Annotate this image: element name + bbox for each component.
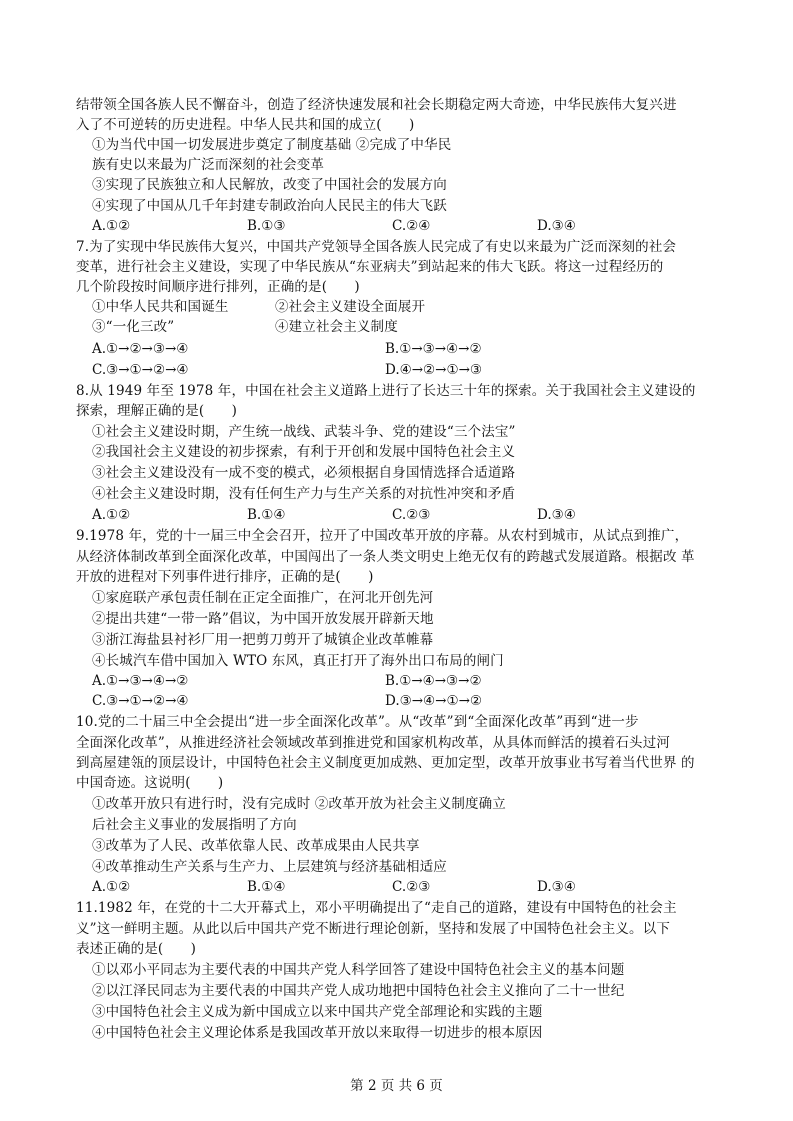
question-text-line: 几个阶段按时间顺序进行排列，正确的是( ) (76, 279, 360, 295)
statement-line: 后社会主义事业的发展指明了方向 (92, 817, 297, 833)
option-c[interactable]: C.③→①→②→④ (92, 362, 189, 378)
option-d[interactable]: D.③④ (537, 507, 576, 523)
statement-line: ③中国特色社会主义成为新中国成立以来中国共产党全部理论和实践的主题 (92, 1004, 543, 1020)
option-b[interactable]: B.①④ (247, 879, 286, 895)
statement-line: ④改革推动生产关系与生产力、上层建筑与经济基础相适应 (92, 859, 447, 875)
question-text-line: 全面深化改革”，从推进经济社会领域改革到推进党和国家机构改革，从具体而鲜活的摸着石头过河 (76, 735, 670, 751)
statement-line: ④中国特色社会主义理论体系是我国改革开放以来取得一切进步的根本原因 (92, 1025, 543, 1041)
option-d[interactable]: D.③④ (537, 879, 576, 895)
question-text-line: 变革，进行社会主义建设，实现了中华民族从“东亚病夫”到站起来的伟大飞跃。将这一过程经历的 (76, 259, 664, 275)
question-9-text: 9.1978 年，党的十一届三中全会召开，拉开了中国改革开放的序幕。从农村到城市，从试点到推广， (76, 528, 689, 544)
statement-line: ①改革开放只有进行时，没有完成时 ②改革开放为社会主义制度确立 (92, 796, 506, 812)
option-a[interactable]: A.①② (92, 507, 131, 523)
statement-line: ①家庭联产承包责任制在正定全面推广，在河北开创先河 (92, 590, 434, 606)
option-a[interactable]: A.①→②→③→④ (92, 341, 189, 357)
option-b[interactable]: B.①→③→④→② (385, 341, 482, 357)
statement-line: ②以江泽民同志为主要代表的中国共产党人成功地把中国特色社会主义推向了二十一世纪 (92, 983, 625, 999)
statement-line: 族有史以来最为广泛而深刻的社会变革 (92, 157, 325, 173)
option-d[interactable]: D.③→④→①→② (385, 693, 482, 709)
page-number-footer: 第 2 页 共 6 页 (350, 1078, 443, 1094)
statement-line: ④长城汽车借中国加入 WTO 东风，真正打开了海外出口布局的闸门 (92, 653, 504, 669)
question-text-line: 从经济体制改革到全面深化改革，中国闯出了一条人类文明史上绝无仅有的跨越式发展道路。根据改 革 (76, 549, 695, 565)
option-c[interactable]: C.②④ (392, 218, 431, 234)
statement-line: ④实现了中国从几千年封建专制政治向人民民主的伟大飞跃 (92, 198, 447, 214)
answer-options (92, 505, 712, 525)
statement-line: ①社会主义建设时期，产生统一战线、武装斗争、党的建设“三个法宝” (92, 424, 516, 440)
statement-line: ③实现了民族独立和人民解放，改变了中国社会的发展方向 (92, 177, 447, 193)
question-7-text: 7.为了实现中华民族伟大复兴，中国共产党领导全国各族人民完成了有史以来最为广泛而深刻的社会 (76, 239, 677, 255)
question-text-line: 结带领全国各族人民不懈奋斗，创造了经济快速发展和社会长期稳定两大奇迹，中华民族伟大复兴进 (76, 97, 677, 113)
statement-line: ③改革为了人民、改革依靠人民、改革成果由人民共享 (92, 838, 420, 854)
option-c[interactable]: C.②③ (392, 507, 431, 523)
statement-line: ③社会主义建设没有一成不变的模式，必须根据自身国情选择合适道路 (92, 465, 516, 481)
option-d[interactable]: D.④→②→①→③ (385, 362, 482, 378)
option-a[interactable]: A.①② (92, 218, 131, 234)
answer-options (92, 877, 712, 897)
statement-line: ②我国社会主义建设的初步探索，有利于开创和发展中国特色社会主义 (92, 444, 516, 460)
question-text-line: 探索，理解正确的是( ) (76, 403, 237, 419)
option-b[interactable]: B.①③ (247, 218, 286, 234)
question-text-line: 义”这一鲜明主题。从此以后中国共产党不断进行理论创新，坚持和发展了中国特色社会主义。以下 (76, 921, 670, 937)
option-a[interactable]: A.①② (92, 879, 131, 895)
option-a[interactable]: A.①→③→④→② (92, 673, 189, 689)
option-d[interactable]: D.③④ (537, 218, 576, 234)
statement-line: ③浙江海盐县衬衫厂用一把剪刀剪开了城镇企业改革帷幕 (92, 632, 434, 648)
statement-line: ④建立社会主义制度 (275, 319, 398, 335)
option-c[interactable]: C.②③ (392, 879, 431, 895)
question-text-line: 中国奇迹。这说明( ) (76, 775, 224, 791)
statement-line: ①中华人民共和国诞生 (92, 299, 229, 315)
statement-line: ③“一化三改” (92, 319, 175, 335)
option-b[interactable]: B.①→④→③→② (385, 673, 482, 689)
question-text-line: 入了不可逆转的历史进程。中华人民共和国的成立( ) (76, 117, 415, 133)
option-b[interactable]: B.①④ (247, 507, 286, 523)
statement-line: ①为当代中国一切发展进步奠定了制度基础 ②完成了中华民 (92, 137, 452, 153)
question-text-line: 到高屋建瓴的顶层设计，中国特色社会主义制度更加成熟、更加定型，改革开放事业书写着当代世界 的 (76, 755, 695, 771)
statement-line: ④社会主义建设时期，没有任何生产力与生产关系的对抗性冲突和矛盾 (92, 486, 516, 502)
question-8-text: 8.从 1949 年至 1978 年，中国在社会主义道路上进行了长达三十年的探索。关于我国社会主义建设的 (76, 383, 696, 399)
question-10-text: 10.党的二十届三中全会提出“进一步全面深化改革”。从“改革”到“全面深化改革”再到“进一步 (76, 714, 639, 730)
option-c[interactable]: C.③→①→②→④ (92, 693, 189, 709)
question-text-line: 开放的进程对下列事件进行排序，正确的是( ) (76, 569, 374, 585)
statement-line: ①以邓小平同志为主要代表的中国共产党人科学回答了建设中国特色社会主义的基本问题 (92, 962, 625, 978)
statement-line: ②社会主义建设全面展开 (275, 299, 426, 315)
question-text-line: 表述正确的是( ) (76, 941, 197, 957)
statement-line: ②提出共建“一带一路”倡议，为中国开放发展开辟新天地 (92, 611, 434, 627)
question-11-text: 11.1982 年，在党的十二大开幕式上，邓小平明确提出了“走自己的道路，建设有中国特色的社会主 (76, 900, 677, 916)
answer-options (92, 216, 712, 236)
